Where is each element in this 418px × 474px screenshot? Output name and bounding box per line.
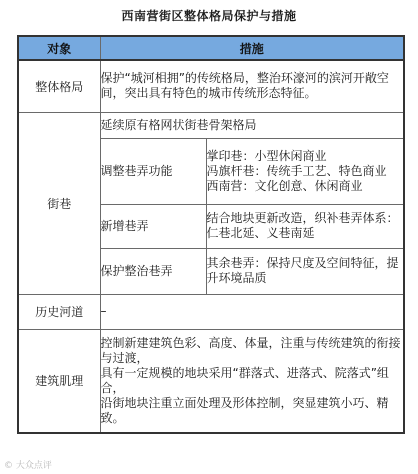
header-measures: 措施 — [100, 36, 404, 60]
streets-sub-new-measure: 结合地块更新改造，织补巷弄体系：仁巷北延、义巷南延 — [206, 204, 404, 248]
measure-streets-general: 延续原有格网状街巷骨架格局 — [100, 112, 404, 138]
object-river: 历史河道 — [18, 294, 100, 329]
measures-table — [17, 35, 405, 434]
texture-line: 具有一定规模的地块采用“群落式、进落式、院落式”组合， — [100, 365, 389, 395]
object-texture: 建筑肌理 — [18, 329, 100, 433]
texture-line: 控制新建建筑色彩、高度、体量，注重与传统建筑的衔接与过渡， — [100, 335, 401, 365]
table-header-row — [18, 36, 404, 60]
row-overall — [18, 60, 404, 112]
streets-sub-new-label: 新增巷弄 — [100, 204, 206, 248]
measure-river: – — [100, 294, 404, 329]
row-river — [18, 294, 404, 329]
object-streets: 街巷 — [18, 112, 100, 294]
adjust-line: 西南营：文化创意、休闲商业 — [206, 178, 363, 193]
header-object: 对象 — [18, 36, 100, 60]
streets-sub-protect-label: 保护整治巷弄 — [100, 248, 206, 294]
measure-texture — [100, 329, 404, 433]
object-overall: 整体格局 — [18, 60, 100, 112]
streets-sub-protect-measure: 其余巷弄：保持尺度及空间特征，提升环境品质 — [206, 248, 404, 294]
streets-sub-adjust-label: 调整巷弄功能 — [100, 138, 206, 204]
row-streets-general — [18, 112, 404, 138]
adjust-line: 冯旗杆巷：传统手工艺、特色商业 — [206, 163, 387, 178]
page-title: 西南营街区整体格局保护与措施 — [121, 9, 297, 23]
row-texture — [18, 329, 404, 433]
measure-overall: 保护“城河相拥”的传统格局，整治环濠河的滨河开敞空间，突出具有特色的城市传统形态特征。 — [100, 60, 404, 112]
adjust-line: 掌印巷：小型休闲商业 — [206, 148, 327, 163]
texture-line: 沿街地块注重立面处理及形体控制，突显建筑小巧、精致。 — [100, 395, 389, 425]
watermark: © 大众点评 — [4, 461, 52, 471]
streets-sub-adjust-measure — [206, 138, 404, 204]
